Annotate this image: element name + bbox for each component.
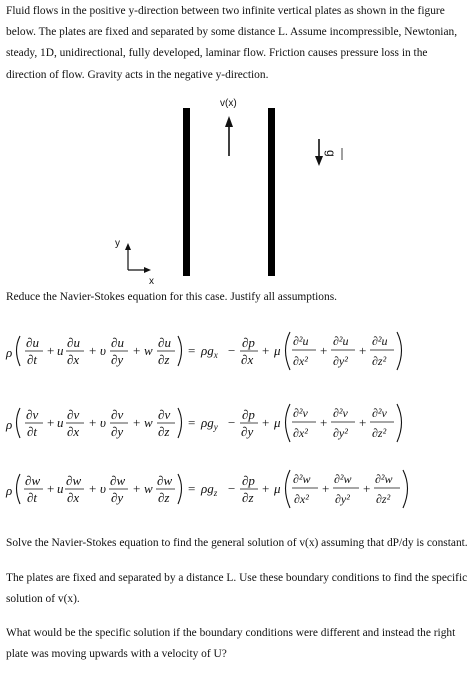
svg-text:∂z²: ∂z² bbox=[372, 426, 387, 440]
svg-text:∂p: ∂p bbox=[242, 407, 255, 422]
svg-text:υ: υ bbox=[100, 343, 106, 358]
svg-text:w: w bbox=[144, 343, 153, 358]
svg-text:μ: μ bbox=[274, 343, 281, 358]
svg-text:∂w: ∂w bbox=[25, 473, 41, 488]
svg-text:∂v: ∂v bbox=[158, 407, 171, 422]
equation-lhs bbox=[5, 335, 182, 367]
svg-text:∂x: ∂x bbox=[241, 352, 254, 367]
x-momentum-equation bbox=[0, 320, 474, 380]
svg-text:u: u bbox=[57, 415, 64, 430]
svg-text:∂z: ∂z bbox=[158, 352, 170, 367]
svg-text:∂²v: ∂²v bbox=[333, 406, 348, 420]
svg-text:+: + bbox=[133, 343, 141, 358]
svg-text:+: + bbox=[359, 343, 367, 358]
svg-text:+: + bbox=[322, 481, 330, 496]
svg-text:∂²w: ∂²w bbox=[293, 472, 311, 486]
svg-text:∂y²: ∂y² bbox=[335, 492, 350, 506]
svg-text:∂²v: ∂²v bbox=[372, 406, 387, 420]
svg-text:∂u: ∂u bbox=[158, 335, 171, 350]
svg-text:+: + bbox=[320, 343, 328, 358]
svg-text:∂t: ∂t bbox=[27, 424, 38, 439]
gravity-arrow-head bbox=[315, 156, 323, 166]
svg-text:∂x²: ∂x² bbox=[294, 492, 309, 506]
svg-text:w: w bbox=[144, 481, 153, 496]
svg-text:∂y: ∂y bbox=[111, 352, 124, 367]
svg-text:∂t: ∂t bbox=[27, 490, 38, 505]
svg-text:+: + bbox=[89, 415, 97, 430]
velocity-arrow-head bbox=[225, 116, 233, 127]
svg-text:+: + bbox=[47, 343, 55, 358]
y-axis-label: y bbox=[115, 238, 120, 249]
svg-text:∂y: ∂y bbox=[111, 490, 124, 505]
svg-text:∂v: ∂v bbox=[111, 407, 124, 422]
svg-text:υ: υ bbox=[100, 481, 106, 496]
svg-text:υ: υ bbox=[100, 415, 106, 430]
question-general-solution: Solve the Navier-Stokes equation to find the general solution of v(x) assuming that dP/dy is constant. bbox=[6, 537, 468, 549]
svg-text:μ: μ bbox=[274, 481, 281, 496]
svg-text:μ: μ bbox=[274, 415, 281, 430]
svg-text:ρgx: $\rho g_x$ bbox=[201, 343, 218, 360]
svg-text:∂z: ∂z bbox=[158, 424, 170, 439]
svg-text:∂w: ∂w bbox=[157, 473, 173, 488]
svg-text:∂t: ∂t bbox=[27, 352, 38, 367]
question-moving-plate: What would be the specific solution if the boundary conditions were different and instead the right plate was moving upwards with a velocity of U? bbox=[6, 627, 456, 661]
svg-text:∂x: ∂x bbox=[67, 490, 80, 505]
svg-text:∂y²: ∂y² bbox=[333, 354, 348, 368]
svg-text:∂v: ∂v bbox=[67, 407, 80, 422]
svg-text:∂u: ∂u bbox=[67, 335, 80, 350]
svg-text:+: + bbox=[262, 343, 270, 358]
svg-text:−: − bbox=[228, 415, 236, 430]
svg-text:ρ: ρ bbox=[6, 345, 13, 360]
left-plate bbox=[183, 108, 190, 276]
svg-text:∂²w: ∂²w bbox=[334, 472, 352, 486]
gravity-label: g bbox=[324, 150, 338, 157]
svg-text:+: + bbox=[262, 415, 270, 430]
svg-text:∂u: ∂u bbox=[111, 335, 124, 350]
svg-text:+: + bbox=[47, 481, 55, 496]
svg-text:∂²v: ∂²v bbox=[293, 406, 308, 420]
svg-text:ρ: ρ bbox=[6, 483, 13, 498]
x-axis-label: x bbox=[149, 276, 154, 285]
svg-text:∂²w: ∂²w bbox=[375, 472, 393, 486]
svg-text:ρgy: $\rho g_y$ bbox=[201, 415, 218, 432]
svg-text:−: − bbox=[228, 481, 236, 496]
svg-text:=: = bbox=[188, 343, 196, 358]
svg-text:∂v: ∂v bbox=[26, 407, 39, 422]
svg-text:∂²u: ∂²u bbox=[372, 334, 388, 348]
svg-text:+: + bbox=[320, 415, 328, 430]
svg-text:=: = bbox=[188, 481, 196, 496]
svg-text:+: + bbox=[262, 481, 270, 496]
svg-text:w: w bbox=[144, 415, 153, 430]
svg-text:∂y: ∂y bbox=[241, 424, 254, 439]
y-momentum-equation bbox=[0, 396, 474, 456]
svg-text:+: + bbox=[359, 415, 367, 430]
svg-text:∂²u: ∂²u bbox=[333, 334, 349, 348]
svg-text:∂z²: ∂z² bbox=[372, 354, 387, 368]
svg-text:∂p: ∂p bbox=[242, 335, 255, 350]
svg-text:−: − bbox=[228, 343, 236, 358]
question-boundary-conditions: The plates are fixed and separated by a distance L. Use these boundary conditions to find the specific solution of v(x). bbox=[6, 572, 468, 606]
velocity-label: v(x) bbox=[220, 98, 237, 109]
svg-text:=: = bbox=[188, 415, 196, 430]
z-momentum-equation bbox=[0, 462, 474, 522]
svg-text:∂x: ∂x bbox=[67, 352, 80, 367]
svg-text:∂x²: ∂x² bbox=[293, 426, 308, 440]
x-axis-arrowhead bbox=[144, 267, 151, 273]
right-plate bbox=[268, 108, 275, 276]
svg-text:u: u bbox=[57, 343, 64, 358]
svg-text:+: + bbox=[133, 415, 141, 430]
svg-text:∂y: ∂y bbox=[111, 424, 124, 439]
svg-text:ρ: ρ bbox=[6, 417, 13, 432]
svg-text:∂z²: ∂z² bbox=[376, 492, 391, 506]
y-axis-arrowhead bbox=[125, 243, 131, 250]
svg-text:∂y²: ∂y² bbox=[333, 426, 348, 440]
svg-text:∂w: ∂w bbox=[110, 473, 126, 488]
svg-text:∂z: ∂z bbox=[158, 490, 170, 505]
svg-text:+: + bbox=[133, 481, 141, 496]
plates-figure bbox=[0, 90, 474, 285]
svg-text:∂z: ∂z bbox=[242, 490, 254, 505]
svg-text:∂p: ∂p bbox=[242, 473, 255, 488]
svg-text:∂u: ∂u bbox=[26, 335, 39, 350]
svg-text:ρgz: $\rho g_z$ bbox=[201, 481, 218, 498]
svg-text:∂²u: ∂²u bbox=[293, 334, 309, 348]
svg-text:∂w: ∂w bbox=[66, 473, 82, 488]
svg-text:+: + bbox=[47, 415, 55, 430]
problem-intro: Fluid flows in the positive y-direction between two infinite vertical plates as shown in the figure below. The plates are fixed and separated by some distance L. Assume incompressible, Newtonian, steady, 1D, unidirectional, fully developed, laminar flow. Friction causes pressure loss in the direction of flow. Gravity acts in the negative y-direction. bbox=[6, 5, 458, 81]
svg-text:∂x: ∂x bbox=[67, 424, 80, 439]
svg-text:+: + bbox=[89, 343, 97, 358]
svg-text:u: u bbox=[57, 481, 64, 496]
reduce-prompt: Reduce the Navier-Stokes equation for this case. Justify all assumptions. bbox=[6, 291, 337, 303]
svg-text:∂x²: ∂x² bbox=[293, 354, 308, 368]
svg-text:+: + bbox=[363, 481, 371, 496]
svg-text:+: + bbox=[89, 481, 97, 496]
